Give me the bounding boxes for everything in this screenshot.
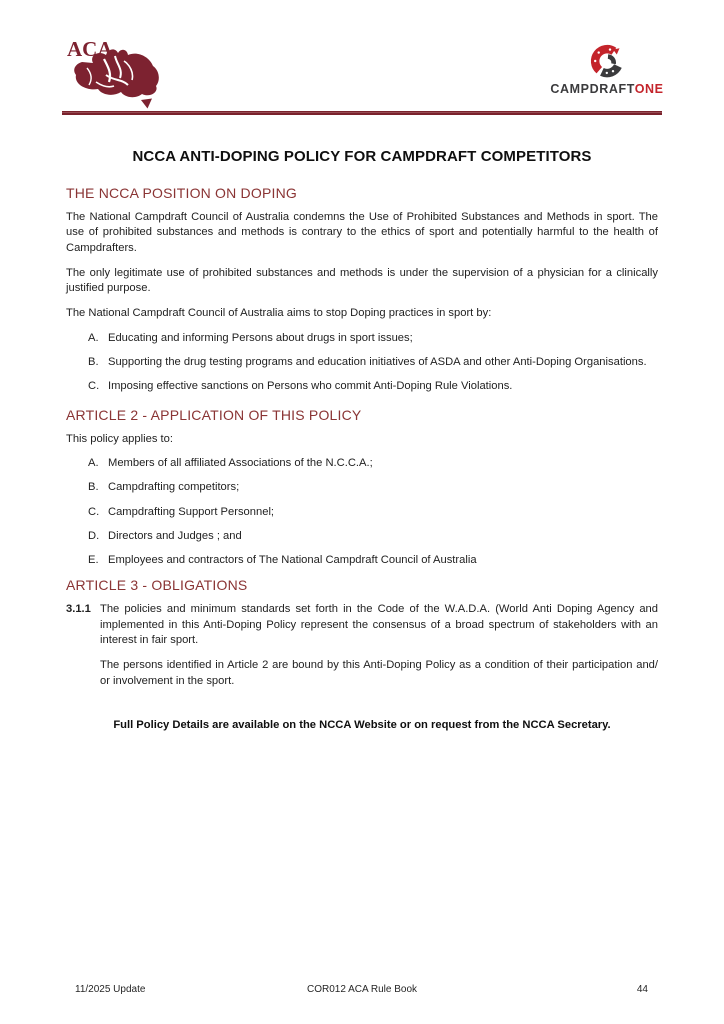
list-item-label: B. [88,356,99,369]
horseshoe-c-icon [587,42,627,80]
brand-wordmark [550,82,664,96]
footer-update-date: 11/2025 Update [75,984,146,995]
page-title: NCCA ANTI-DOPING POLICY FOR CAMPDRAFT COMPETITORS [132,148,592,165]
header-divider [62,111,662,115]
list-item [66,480,658,495]
clause-number: 3.1.1 [66,603,91,616]
list-item-label: D. [88,529,100,542]
list-item-text: Directors and Judges ; and [108,529,242,542]
aca-logo-text: ACA [67,37,113,61]
list-item [66,529,658,544]
list-item-text: Imposing effective sanctions on Persons who commit Anti-Doping Rule Violations. [108,380,513,393]
footer-page-number: 44 [636,984,648,995]
list-item-text: Supporting the drug testing programs and education initiatives of ASDA and other Anti-Doping Organisations. [108,356,647,369]
list-item [66,355,658,370]
paragraph: The National Campdraft Council of Australia condemns the Use of Prohibited Substances and Methods in sport. The use of prohibited substances and methods is contrary to the ethics of sport and potentially harmful to the health of Campdrafters. [66,211,658,254]
list-item-text: Members of all affiliated Associations of the N.C.C.A.; [108,456,373,469]
footer-document-title: COR012 ACA Rule Book [306,984,418,995]
list-item [66,505,658,520]
list-item-label: A. [88,456,99,469]
brand-wordmark-primary: CAMPDRAFT [550,82,635,96]
section-heading-article2: ARTICLE 2 - APPLICATION OF THIS POLICY [66,406,362,423]
paragraph: The National Campdraft Council of Australia aims to stop Doping practices in sport by: [66,307,492,320]
aca-australia-horse-icon [62,34,174,112]
paragraph: This policy applies to: [66,432,173,445]
section-heading-ncca-position: THE NCCA POSITION ON DOPING [66,185,297,201]
list-item-label: C. [88,380,100,393]
list-item-text: Campdrafting Support Personnel; [108,505,275,518]
list-item-label: C. [88,505,100,518]
document-body [66,140,658,731]
list-item [66,379,658,394]
clause-continuation: The persons identified in Article 2 are bound by this Anti-Doping Policy as a condition of their participation and/ or involvement in the sport. [100,659,658,687]
numbered-clause [66,602,658,648]
list-item-label: A. [88,331,99,344]
page-footer [0,984,724,998]
list-item [66,456,658,471]
campdraftone-logo [550,42,664,96]
brand-wordmark-accent: ONE [634,82,664,96]
list-item-label: B. [88,481,99,494]
list-item-text: Educating and informing Persons about drugs in sport issues; [108,331,413,344]
aca-logo [62,34,174,112]
paragraph: The only legitimate use of prohibited substances and methods is under the supervision of a physician for a clinically justified purpose. [66,266,658,295]
list-item-label: E. [88,554,99,567]
list-item [66,553,658,568]
list-item-text: Employees and contractors of The National Campdraft Council of Australia [108,554,477,567]
list-item-text: Campdrafting competitors; [108,481,240,494]
full-policy-notice: Full Policy Details are available on the NCCA Website or on request from the NCCA Secretary. [113,718,611,731]
clause-text: The policies and minimum standards set forth in the Code of the W.A.D.A. (World Anti Doping Agency and implemented in this Anti-Doping Policy represent the consensus of a broad spectrum of stakeholders with an interest in fair sport. [100,603,658,647]
list-item [66,331,658,346]
section-heading-article3: ARTICLE 3 - OBLIGATIONS [66,577,248,594]
